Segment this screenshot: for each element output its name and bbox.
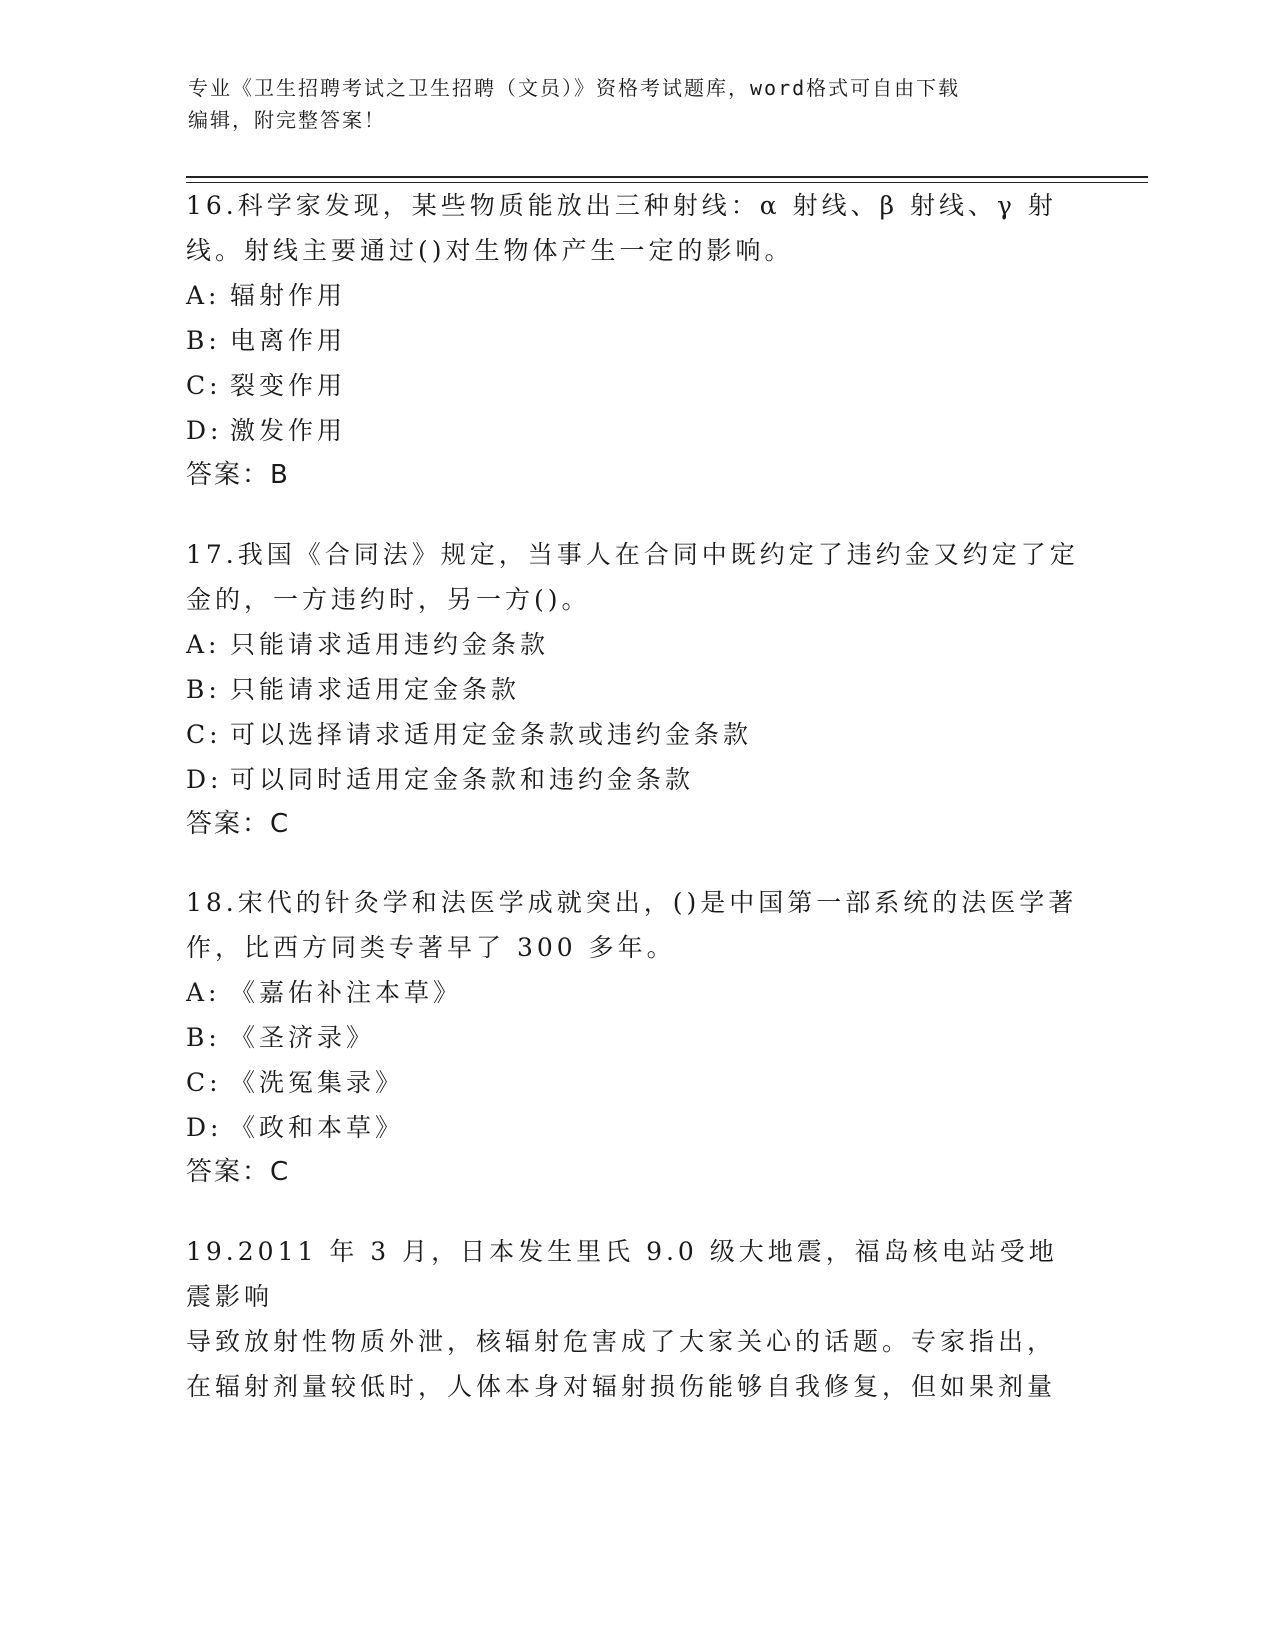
- option-text: 可以选择请求适用定金条款或违约金条款: [230, 720, 753, 749]
- option-c: [186, 363, 1086, 408]
- option-text: 辐射作用: [230, 281, 347, 310]
- option-c: [186, 712, 1086, 757]
- option-text: 只能请求适用定金条款: [230, 675, 521, 704]
- option-c: [186, 1060, 1086, 1105]
- option-text: 《嘉佑补注本草》: [230, 978, 463, 1007]
- option-text: 激发作用: [230, 416, 347, 445]
- option-a: [186, 970, 1086, 1015]
- option-key: B:: [186, 675, 221, 704]
- document-header: [188, 72, 1088, 136]
- option-key: A:: [186, 978, 221, 1007]
- question-stem-line: 金的，一方违约时，另一方()。: [186, 585, 591, 614]
- question-stem-line: 19.2011 年 3 月，日本发生里氏 9.0 级大地震，福岛核电站受地震影响: [186, 1237, 1058, 1311]
- question-stem-line: 线。射线主要通过()对生物体产生一定的影响。: [186, 236, 794, 265]
- question-19: [186, 1229, 1086, 1409]
- option-key: D:: [186, 416, 223, 445]
- answer: 答案：B: [186, 460, 290, 490]
- option-text: 《圣济录》: [230, 1023, 376, 1052]
- option-key: C:: [186, 371, 222, 400]
- header-divider-thick: [186, 176, 1148, 178]
- option-key: A:: [186, 281, 221, 310]
- question-stem-line: 17.我国《合同法》规定，当事人在合同中既约定了违约金又约定了定: [186, 540, 1079, 569]
- option-key: B:: [186, 326, 221, 355]
- option-b: [186, 667, 1086, 712]
- option-text: 《洗冤集录》: [230, 1068, 405, 1097]
- option-key: C:: [186, 720, 222, 749]
- option-b: [186, 318, 1086, 363]
- option-text: 《政和本草》: [230, 1113, 405, 1142]
- option-key: D:: [186, 765, 223, 794]
- option-text: 电离作用: [230, 326, 347, 355]
- option-a: [186, 622, 1086, 667]
- question-stem-line: 在辐射剂量较低时，人体本身对辐射损伤能够自我修复，但如果剂量: [186, 1372, 1057, 1401]
- option-key: B:: [186, 1023, 221, 1052]
- answer: 答案：C: [186, 1157, 291, 1187]
- question-stem-line: 作，比西方同类专著早了 300 多年。: [186, 933, 676, 962]
- option-text: 只能请求适用违约金条款: [230, 630, 550, 659]
- question-stem-line: 导致放射性物质外泄，核辐射危害成了大家关心的话题。专家指出，: [186, 1327, 1057, 1356]
- answer: 答案：C: [186, 809, 291, 839]
- option-key: A:: [186, 630, 221, 659]
- option-key: C:: [186, 1068, 222, 1097]
- option-a: [186, 273, 1086, 318]
- question-18: [186, 880, 1086, 1195]
- question-stem-line: 16.科学家发现，某些物质能放出三种射线：α 射线、β 射线、γ 射: [186, 191, 1057, 220]
- header-line-2: 编辑，附完整答案！: [188, 108, 386, 132]
- question-16: [186, 183, 1086, 498]
- header-line-1: 专业《卫生招聘考试之卫生招聘（文员）》资格考试题库，word格式可自由下载: [188, 76, 961, 100]
- option-text: 裂变作用: [230, 371, 347, 400]
- question-17: [186, 532, 1086, 847]
- option-key: D:: [186, 1113, 223, 1142]
- option-b: [186, 1015, 1086, 1060]
- option-d: [186, 408, 1086, 453]
- option-d: [186, 757, 1086, 802]
- option-d: [186, 1105, 1086, 1150]
- question-stem-line: 18.宋代的针灸学和法医学成就突出，()是中国第一部系统的法医学著: [186, 888, 1078, 917]
- option-text: 可以同时适用定金条款和违约金条款: [230, 765, 695, 794]
